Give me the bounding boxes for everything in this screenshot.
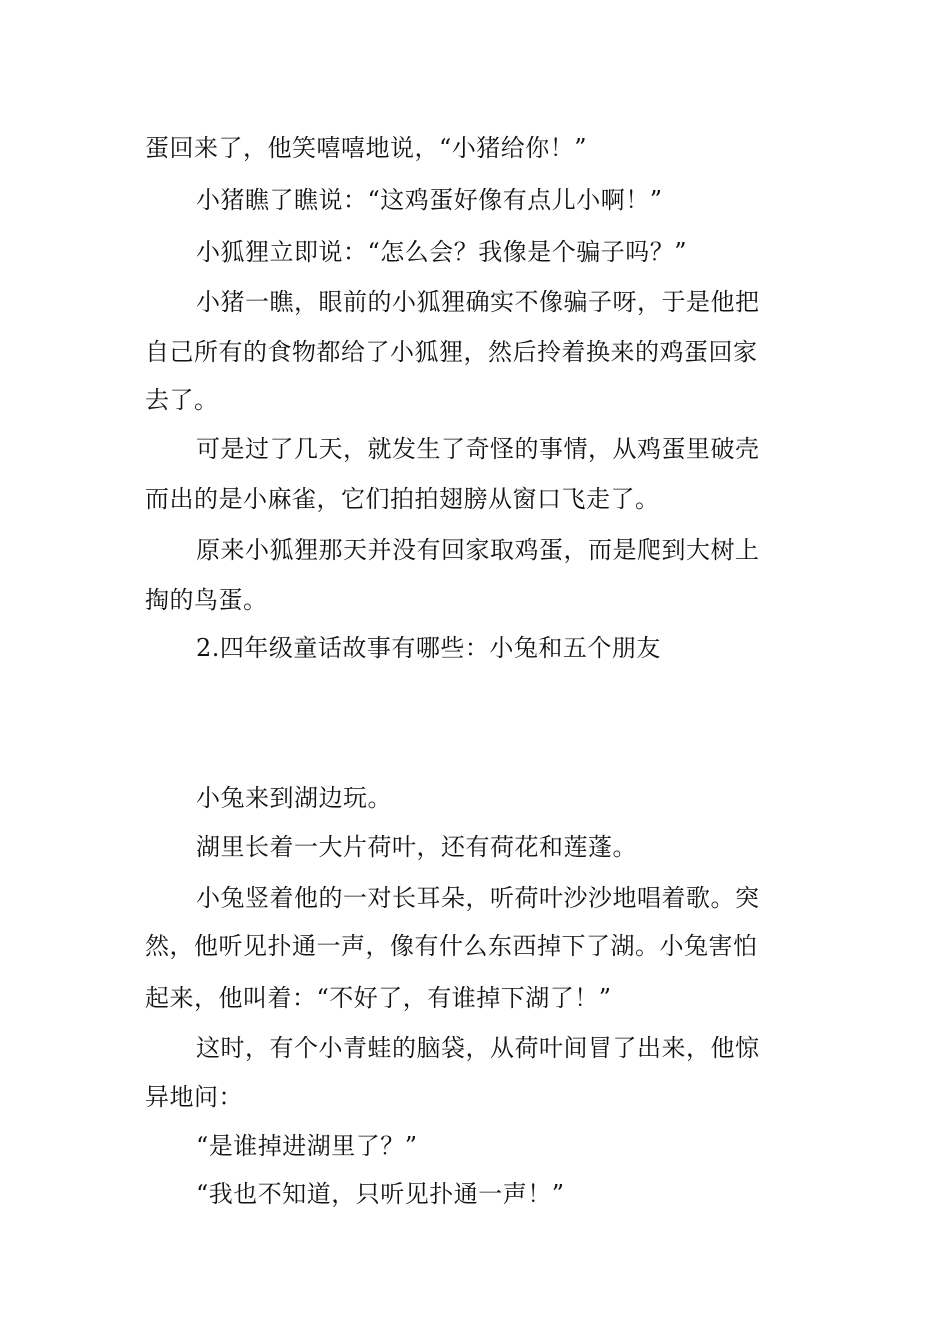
text-line: 异地问： [145, 1083, 243, 1111]
text-line: 小猪瞧了瞧说：“这鸡蛋好像有点儿小啊！” [196, 186, 663, 214]
text-line: 自己所有的食物都给了小狐狸，然后拎着换来的鸡蛋回家 [145, 338, 758, 366]
text-line: 小猪一瞧，眼前的小狐狸确实不像骗子呀，于是他把 [196, 288, 760, 316]
text-line: 这时，有个小青蛙的脑袋，从荷叶间冒了出来，他惊 [196, 1034, 760, 1062]
text-line: 蛋回来了，他笑嘻嘻地说，“小猪给你！” [145, 134, 588, 162]
text-line: 起来，他叫着：“不好了，有谁掉下湖了！” [145, 984, 612, 1012]
text-line: 湖里长着一大片荷叶，还有荷花和莲蓬。 [196, 833, 637, 861]
text-line: 掏的鸟蛋。 [145, 586, 268, 614]
section-heading: 2.四年级童话故事有哪些：小兔和五个朋友 [196, 634, 661, 662]
dialogue-line: “是谁掉进湖里了？” [196, 1132, 418, 1160]
text-line: 可是过了几天，就发生了奇怪的事情，从鸡蛋里破壳 [196, 435, 760, 463]
text-line: 小狐狸立即说：“怎么会？我像是个骗子吗？” [196, 238, 688, 266]
text-line: 然，他听见扑通一声，像有什么东西掉下了湖。小兔害怕 [145, 932, 758, 960]
text-line: 去了。 [145, 386, 219, 414]
text-line: 而出的是小麻雀，它们拍拍翅膀从窗口飞走了。 [145, 485, 660, 513]
text-line: 原来小狐狸那天并没有回家取鸡蛋，而是爬到大树上 [196, 536, 760, 564]
dialogue-line: “我也不知道，只听见扑通一声！” [196, 1180, 565, 1208]
text-line: 小兔竖着他的一对长耳朵，听荷叶沙沙地唱着歌。突 [196, 884, 760, 912]
text-line: 小兔来到湖边玩。 [196, 784, 392, 812]
